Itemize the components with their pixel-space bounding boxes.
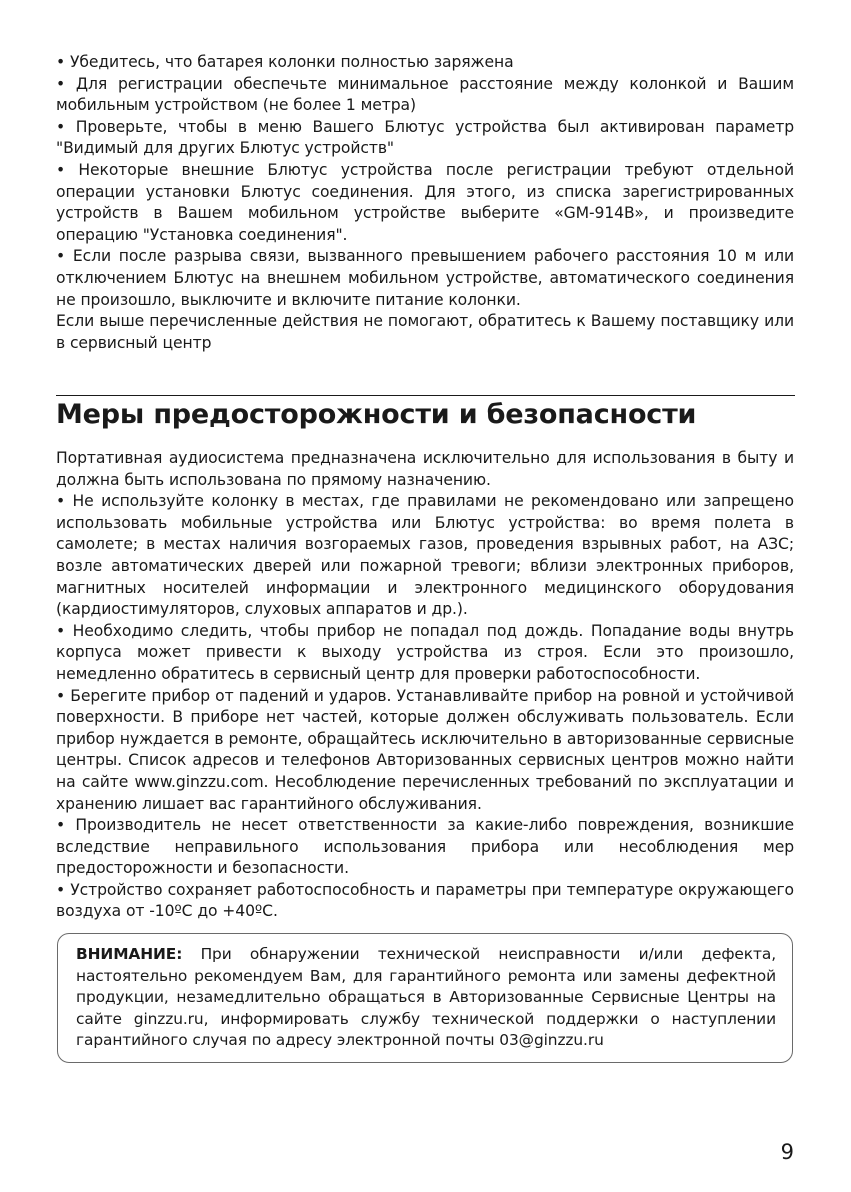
safety-paragraph: • Производитель не несет ответственности за какие-либо повреждения, возникшие вследствие неправильного использования прибора или несоблюдения мер предосторожности и безопасности. bbox=[56, 816, 794, 878]
warning-label: ВНИМАНИЕ: bbox=[76, 945, 183, 963]
intro-paragraph: • Убедитесь, что батарея колонки полностью заряжена bbox=[56, 53, 514, 71]
intro-section bbox=[56, 52, 794, 354]
safety-paragraph: Портативная аудиосистема предназначена исключительно для использования в быту и должна быть использована по прямому назначению. bbox=[56, 449, 794, 489]
safety-paragraph: • Берегите прибор от падений и ударов. Устанавливайте прибор на ровной и устойчивой поверхности. В приборе нет частей, которые должен обслуживать пользователь. Если прибор нуждается в ремонте, обращайтесь исключительно в авторизованные сервисные центры. Список адресов и телефонов Авторизованных сервисных центров можно найти на сайте www.ginzzu.com. Несоблюдение перечисленных требований по эксплуатации и хранению лишает вас гарантийного обслуживания. bbox=[56, 686, 794, 813]
page-number: 9 bbox=[780, 1140, 794, 1164]
safety-paragraph: • Не используйте колонку в местах, где правилами не рекомендовано или запрещено использовать мобильные устройства или Блютус устройства: во время полета в самолете; в местах наличия возгораемых газов, проведения взрывных работ, на АЗС; возле автоматических дверей или пожарной тревоги; вблизи электронных приборов, магнитных носителей информации и электронного медицинского оборудования (кардиостимуляторов, слуховых аппаратов и др.). bbox=[56, 492, 794, 619]
warning-body: При обнаружении технической неисправности и/или дефекта, настоятельно рекомендуем Вам, для гарантийного ремонта или замены дефектной продукции, незамедлительно обращаться в Авторизованные Сервисные Центры на сайте ginzzu.ru, информировать службу технической поддержки о наступлении гарантийного случая по адресу электронной почты 03@ginzzu.ru bbox=[76, 945, 776, 1050]
intro-paragraph: • Проверьте, чтобы в меню Вашего Блютус устройства был активирован параметр "Видимый для других Блютус устройств" bbox=[56, 117, 794, 158]
section-title: Меры предосторожности и безопасности bbox=[56, 399, 697, 430]
safety-paragraph: • Необходимо следить, чтобы прибор не попадал под дождь. Попадание воды внутрь корпуса может привести к выходу устройства из строя. Если это произошло, немедленно обратитесь в сервисный центр для проверки работоспособности. bbox=[56, 621, 794, 683]
intro-paragraph: • Для регистрации обеспечьте минимальное расстояние между колонкой и Вашим мобильным устройством (не более 1 метра) bbox=[56, 74, 794, 115]
intro-paragraph: Если выше перечисленные действия не помогают, обратитесь к Вашему поставщику или в сервисный центр bbox=[56, 312, 794, 352]
safety-paragraph: • Устройство сохраняет работоспособность и параметры при температуре окружающего воздуха от -10ºC до +40ºC. bbox=[56, 880, 794, 921]
section-divider bbox=[56, 395, 795, 396]
warning-notice-box bbox=[57, 933, 793, 1063]
warning-notice-text bbox=[76, 944, 776, 1052]
safety-section bbox=[56, 448, 794, 923]
intro-paragraph: • Некоторые внешние Блютус устройства после регистрации требуют отдельной операции установки Блютус соединения. Для этого, из списка зарегистрированных устройств в Вашем мобильном устройстве выберите «GM-914B», и произведите операцию "Установка соединения". bbox=[56, 160, 794, 244]
intro-paragraph: • Если после разрыва связи, вызванного превышением рабочего расстояния 10 м или отключением Блютус на внешнем мобильном устройстве, автоматического соединения не произошло, выключите и включите питание колонки. bbox=[56, 247, 794, 309]
